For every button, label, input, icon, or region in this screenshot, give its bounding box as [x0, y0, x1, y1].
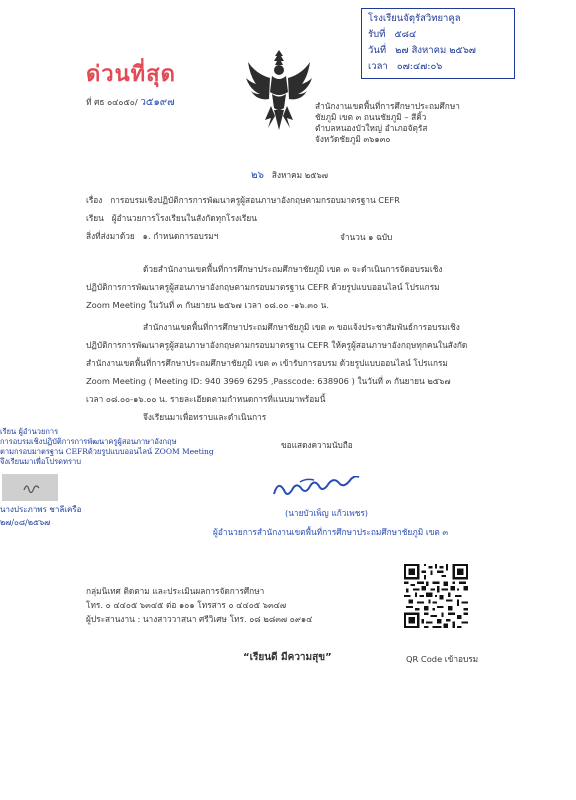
clerk-name: นางประภาพร ชาลีเครือ: [0, 505, 82, 514]
body-line: เวลา ๐๘.๐๐-๑๖.๐๐ น. รายละเอียดตามกำหนดการที่แนบมาพร้อมนี้: [86, 394, 326, 404]
garuda-emblem-icon: [244, 48, 314, 134]
stamp-time: ๐๗:๔๗:๐๖: [396, 61, 443, 72]
body-line: ปฏิบัติการการพัฒนาครูผู้สอนภาษาอังกฤษตามกรอบมาตรฐาน CEFR ให้ครูผู้สอนภาษาอังกฤษทุกคนในสังกัด: [86, 340, 468, 350]
body-line: สำนักงานเขตพื้นที่การศึกษาประถมศึกษาชัยภูมิ เขต ๓ ขอแจ้งประชาสัมพันธ์การอบรมเชิง: [143, 322, 460, 332]
stamp-time-row: [368, 59, 508, 75]
stamp-received-label: รับที่: [368, 29, 386, 40]
date-month-year: สิงหาคม ๒๕๖๗: [271, 170, 329, 180]
signatory-title: ผู้อำนวยการสำนักงานเขตพื้นที่การศึกษาประถมศึกษาชัยภูมิ เขต ๓: [213, 527, 449, 537]
stamp-time-label: เวลา: [368, 61, 388, 72]
stamp-date: ๒๗ สิงหาคม ๒๕๖๗: [395, 45, 476, 56]
received-stamp: [361, 8, 515, 79]
doc-number: [86, 97, 175, 108]
recipient-line: [86, 213, 257, 224]
signatory-name: (นายบัวเพ็ญ แก้วเพชร): [285, 508, 369, 518]
subject-line: [86, 195, 400, 206]
stamp-received-row: [368, 27, 508, 43]
enclosure-text: ๑. กำหนดการอบรมฯ: [142, 231, 219, 241]
stamp-date-label: วันที่: [368, 45, 387, 56]
subject-label: เรื่อง: [86, 195, 103, 205]
date-line: [251, 170, 328, 181]
clerk-date: ๒๗/๐๘/๒๕๖๗: [0, 518, 51, 527]
margin-note-line: จึงเรียนมาเพื่อโปรดทราบ: [0, 457, 81, 466]
margin-note-line: การอบรมเชิงปฏิบัติการการพัฒนาครูผู้สอนภาษาอังกฤษ: [0, 437, 177, 446]
contact-line: โทร. ๐ ๔๔๐๕ ๖๓๔๕ ต่อ ๑๐๑ โทรสาร ๐ ๔๔๐๕ ๖๓๔๗: [86, 600, 287, 610]
recipient-label: เรียน: [86, 213, 104, 223]
body-paragraph-2: [86, 318, 467, 408]
closing: ขอแสดงความนับถือ: [281, 440, 353, 450]
enclosure-qty: จำนวน ๑ ฉบับ: [340, 232, 393, 242]
clerk-signature-image: [2, 474, 58, 501]
motto: “เรียนดี มีความสุข”: [243, 652, 332, 663]
sender-address-line: สำนักงานเขตพื้นที่การศึกษาประถมศึกษา: [315, 101, 460, 111]
stamp-received-no: ๕๘๔: [394, 29, 417, 40]
stamp-date-row: [368, 43, 508, 59]
urgency-stamp: ด่วนที่สุด: [86, 61, 176, 87]
stamp-school: โรงเรียนจัตุรัสวิทยาคูล: [368, 13, 461, 24]
doc-number-value: ว๕๑๙๗: [140, 97, 175, 108]
contact-line: กลุ่มนิเทศ ติดตาม และประเมินผลการจัดการศึกษา: [86, 586, 265, 596]
body-line: ปฏิบัติการการพัฒนาครูผู้สอนภาษาอังกฤษตามกรอบมาตรฐาน CEFR ด้วยรูปแบบออนไลน์ โปรแกรม: [86, 282, 440, 292]
recipient-text: ผู้อำนวยการโรงเรียนในสังกัดทุกโรงเรียน: [111, 213, 257, 223]
body-line: Zoom Meeting ในวันที่ ๓ กันยายน ๒๕๖๗ เวลา ๐๘.๐๐ -๑๖.๓๐ น.: [86, 300, 329, 310]
body-line: ด้วยสำนักงานเขตพื้นที่การศึกษาประถมศึกษาชัยภูมิ เขต ๓ จะดำเนินการจัดอบรมเชิง: [143, 264, 443, 274]
sender-address-line: ชัยภูมิ เขต ๓ ถนนชัยภูมิ – สีคิ้ว: [315, 112, 427, 122]
margin-note: [0, 427, 214, 467]
margin-note-line: เรียน ผู้อำนวยการ: [0, 427, 59, 436]
subject-text: การอบรมเชิงปฏิบัติการการพัฒนาครูผู้สอนภาษาอังกฤษตามกรอบมาตรฐาน CEFR: [110, 195, 400, 205]
sender-address: [315, 101, 460, 145]
clerk-signature-icon: [2, 474, 58, 501]
date-day: ๒๖: [251, 170, 264, 181]
body-paragraph-1: [86, 260, 442, 314]
qr-code-icon[interactable]: [404, 564, 468, 628]
body-paragraph-3: จึงเรียนมาเพื่อทราบและดำเนินการ: [143, 412, 267, 422]
doc-number-prefix: ที่ ศธ ๐๔๐๕๐/: [86, 97, 138, 107]
enclosure-line: [86, 231, 218, 242]
sender-address-line: ตำบลหนองบัวใหญ่ อำเภอจัตุรัส: [315, 123, 428, 133]
qr-caption: QR Code เข้าอบรม: [406, 654, 479, 664]
enclosure-label: สิ่งที่ส่งมาด้วย: [86, 231, 135, 241]
contact-line: ผู้ประสานงาน : นางสาววาสนา ศรีวิเศษ โทร. ๐๘ ๒๘๓๗ ๐๙๑๔: [86, 614, 313, 624]
body-line: สำนักงานเขตพื้นที่การศึกษาประถมศึกษาชัยภูมิ เขต ๓ เข้ารับการอบรม ด้วยรูปแบบออนไลน์ โปรแกรม: [86, 358, 448, 368]
body-line: Zoom Meeting ( Meeting ID: 940 3969 6295 ,Passcode: 638906 ) ในวันที่ ๓ กันยายน ๒๕๖๗: [86, 376, 451, 386]
director-signature-icon: [270, 476, 362, 502]
contact-block: [86, 584, 312, 626]
margin-note-line: ตามกรอบมาตรฐาน CEFRด้วยรูปแบบออนไลน์ ZOOM Meeting: [0, 447, 214, 456]
sender-address-line: จังหวัดชัยภูมิ ๓๖๑๓๐: [315, 134, 391, 144]
